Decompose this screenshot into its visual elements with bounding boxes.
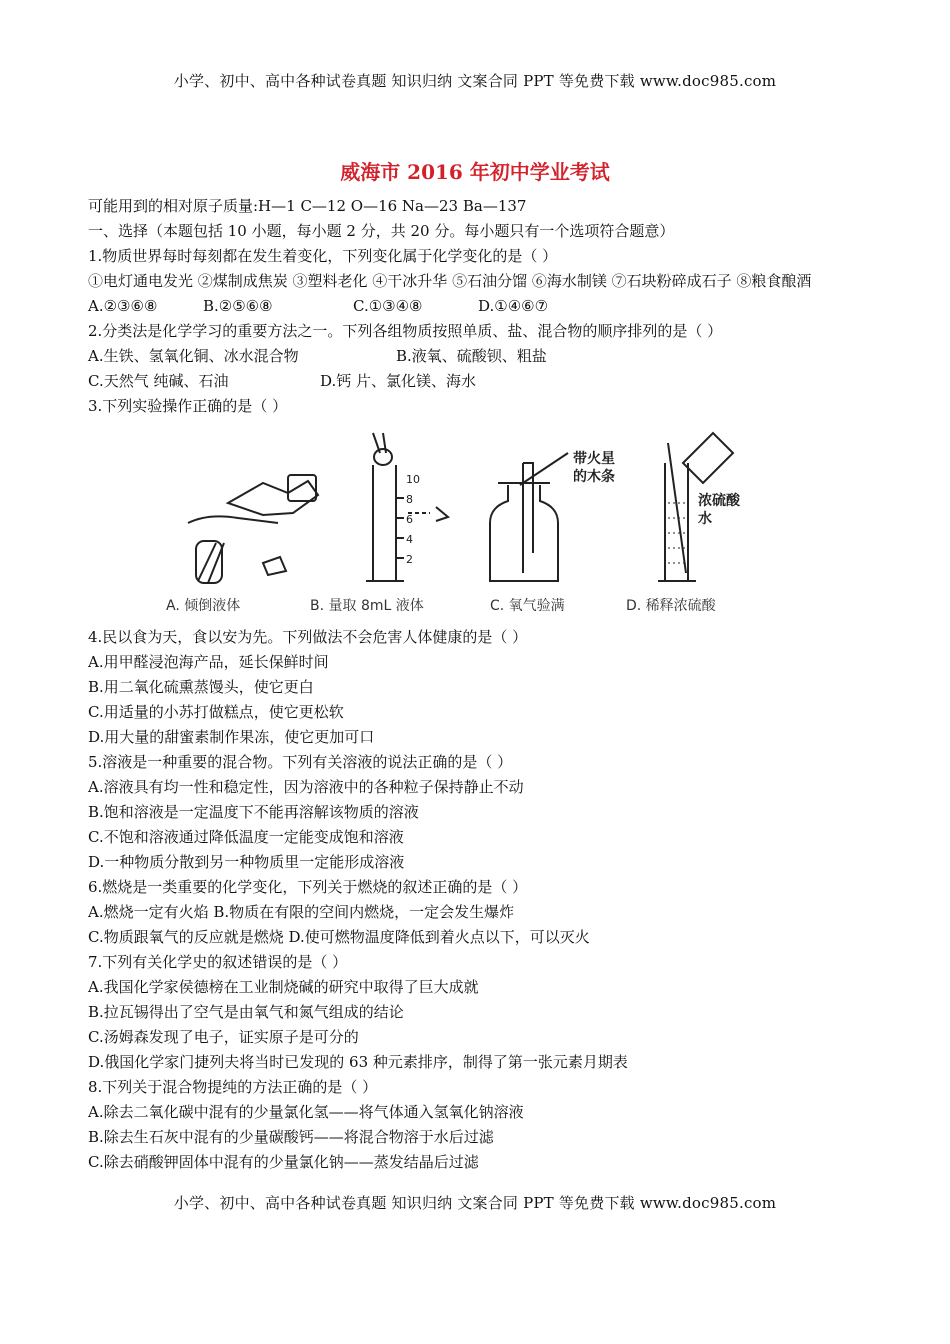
q2-stem: 2.分类法是化学学习的重要方法之一。下列各组物质按照单质、盐、混合物的顺序排列的是（ ） (88, 322, 723, 340)
page-footer: 小学、初中、高中各种试卷真题 知识归纳 文案合同 PPT 等免费下载 www.doc985.com (173, 1194, 777, 1212)
tick-10: 10 (406, 473, 420, 486)
q1-stem: 1.物质世界每时每刻都在发生着变化，下列变化属于化学变化的是（ ） (88, 247, 558, 265)
page-header: 小学、初中、高中各种试卷真题 知识归纳 文案合同 PPT 等免费下载 www.doc985.com (173, 72, 777, 90)
label-glowing-splint-2: 的木条 (573, 469, 615, 485)
q1-option-b: B.②⑤⑥⑧ (203, 297, 273, 315)
q1-options (88, 294, 868, 319)
label-glowing-splint-1: 带火星 (573, 451, 615, 467)
q2-option-a: A.生铁、氢氧化铜、冰水混合物 (88, 347, 299, 365)
section-heading: 一、选择（本题包括 10 小题，每小题 2 分，共 20 分。每小题只有一个选项符合题意） (88, 222, 675, 240)
q6-options-ab: A.燃烧一定有火焰 B.物质在有限的空间内燃烧，一定会发生爆炸 (88, 903, 515, 921)
q7-stem: 7.下列有关化学史的叙述错误的是（ ） (88, 953, 348, 971)
q7-option-b: B.拉瓦锡得出了空气是由氧气和氮气组成的结论 (88, 1003, 404, 1021)
q8-option-c: C.除去硝酸钾固体中混有的少量氯化钠——蒸发结晶后过滤 (88, 1153, 479, 1171)
caption-c: C. 氧气验满 (490, 598, 565, 614)
gas-bottle-drawing (490, 453, 568, 581)
q3-stem: 3.下列实验操作正确的是（ ） (88, 397, 288, 415)
q5-stem: 5.溶液是一种重要的混合物。下列有关溶液的说法正确的是（ ） (88, 753, 513, 771)
q2-option-b: B.液氧、硫酸钡、粗盐 (396, 347, 547, 365)
q8-option-b: B.除去生石灰中混有的少量碳酸钙——将混合物溶于水后过滤 (88, 1128, 494, 1146)
q8-stem: 8.下列关于混合物提纯的方法正确的是（ ） (88, 1078, 378, 1096)
q3-figure (88, 423, 868, 623)
page-title: 威海市 2016 年初中学业考试 (340, 160, 610, 184)
q4-option-d: D.用大量的甜蜜素制作果冻，使它更加可口 (88, 728, 375, 746)
q5-option-b: B.饱和溶液是一定温度下不能再溶解该物质的溶液 (88, 803, 419, 821)
q7-option-a: A.我国化学家侯德榜在工业制烧碱的研究中取得了巨大成就 (88, 978, 479, 996)
q4-stem: 4.民以食为天，食以安为先。下列做法不会危害人体健康的是（ ） (88, 628, 528, 646)
q1-option-c: C.①③④⑧ (353, 297, 423, 315)
q1-option-d: D.①④⑥⑦ (478, 297, 549, 315)
tick-6: 6 (406, 513, 413, 526)
label-conc-acid: 浓硫酸 (698, 493, 740, 509)
caption-b: B. 量取 8mL 液体 (310, 598, 424, 614)
tick-2: 2 (406, 553, 413, 566)
q1-option-a: A.②③⑥⑧ (88, 297, 158, 315)
label-water: 水 (698, 511, 712, 527)
cylinder-ticks (406, 473, 420, 566)
q6-stem: 6.燃烧是一类重要的化学变化，下列关于燃烧的叙述正确的是（ ） (88, 878, 528, 896)
tick-4: 4 (406, 533, 413, 546)
lab-operations-figure (168, 423, 808, 593)
q7-option-d: D.俄国化学家门捷列夫将当时已发现的 63 种元素排序，制得了第一张元素月期表 (88, 1053, 628, 1071)
q2-option-d: D.钙 片、氯化镁、海水 (320, 372, 477, 390)
pouring-liquid-drawing (188, 475, 318, 583)
exam-content (88, 194, 868, 1175)
q5-option-d: D.一种物质分散到另一种物质里一定能形成溶液 (88, 853, 405, 871)
tick-8: 8 (406, 493, 413, 506)
q8-option-a: A.除去二氧化碳中混有的少量氯化氢——将气体通入氢氧化钠溶液 (88, 1103, 524, 1121)
q1-items: ①电灯通电发光 ②煤制成焦炭 ③塑料老化 ④干冰升华 ⑤石油分馏 ⑥海水制镁 ⑦石块粉碎成石子 ⑧粮食酿酒 (88, 272, 812, 290)
q4-option-b: B.用二氧化硫熏蒸馒头，使它更白 (88, 678, 314, 696)
q5-option-a: A.溶液具有均一性和稳定性，因为溶液中的各种粒子保持静止不动 (88, 778, 524, 796)
q5-option-c: C.不饱和溶液通过降低温度一定能变成饱和溶液 (88, 828, 404, 846)
q2-options-ab (88, 344, 868, 369)
q4-option-c: C.用适量的小苏打做糕点，使它更松软 (88, 703, 344, 721)
q2-option-c: C.天然气 纯碱、石油 (88, 372, 229, 390)
q6-options-cd: C.物质跟氧气的反应就是燃烧 D.使可燃物温度降低到着火点以下，可以灭火 (88, 928, 590, 946)
caption-a: A. 倾倒液体 (166, 598, 241, 614)
caption-d: D. 稀释浓硫酸 (626, 598, 716, 614)
q4-option-a: A.用甲醛浸泡海产品，延长保鲜时间 (88, 653, 329, 671)
q7-option-c: C.汤姆森发现了电子，证实原子是可分的 (88, 1028, 359, 1046)
atomic-masses: 可能用到的相对原子质量:H—1 C—12 O—16 Na—23 Ba—137 (88, 197, 527, 215)
q2-options-cd (88, 369, 868, 394)
diagram-labels (573, 450, 741, 527)
